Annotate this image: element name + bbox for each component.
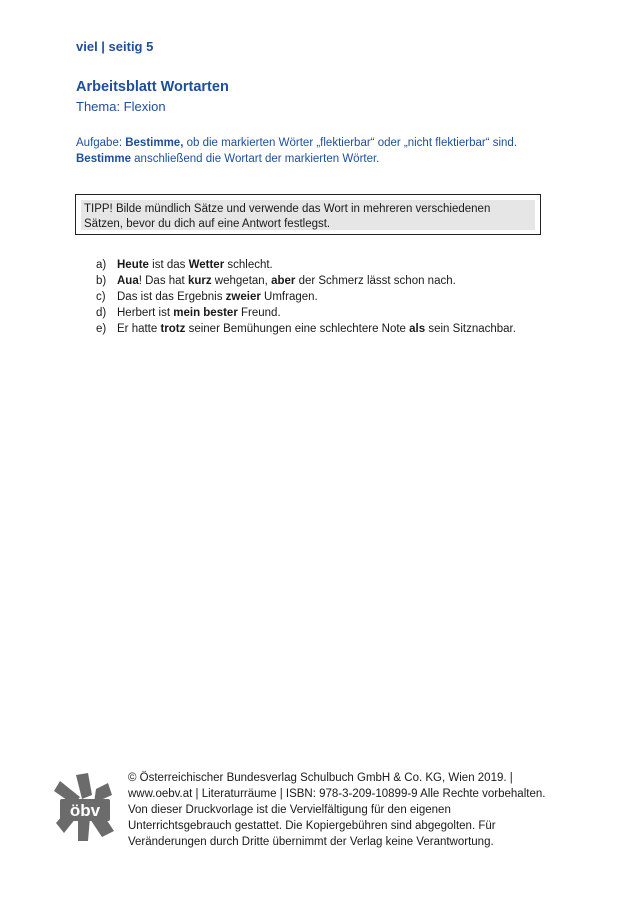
sentence-text [117,273,456,289]
sentence-item [96,289,516,305]
task-text-2: anschließend die Wortart der markierten Wörter. [130,153,380,165]
sentence-fragment: Freund. [237,307,281,319]
sentence-fragment: ist das [148,259,189,271]
highlighted-word: trotz [160,323,186,335]
oebv-logo-icon [52,773,116,841]
sentence-marker: e) [96,323,107,335]
sentence-fragment: der Schmerz lässt schon nach. [295,275,456,287]
highlighted-word: kurz [187,275,212,287]
sentence-fragment: seiner Bemühungen eine schlechtere Note [185,323,410,335]
tip-box [75,194,541,235]
sentence-fragment: schlecht. [224,259,273,271]
sentence-item [96,273,516,289]
task-verb-2: Bestimme [76,153,131,165]
sentence-marker: a) [96,259,107,271]
sentence-fragment: Umfragen. [260,291,318,303]
sentence-fragment: wehgetan, [211,275,272,287]
highlighted-word: Aua [117,275,139,287]
sentence-item [96,305,516,321]
page-header: viel | seitig 5 [76,39,154,54]
tip-text: TIPP! Bilde mündlich Sätze und verwende das Wort in mehreren verschiedenen Sätzen, bevor du dich auf eine Antwort festlegst. [81,200,535,230]
sentence-marker: d) [96,307,107,319]
highlighted-word: als [409,323,426,335]
sentence-marker: c) [96,291,106,303]
sentence-text [117,257,273,273]
sentence-list [96,257,516,337]
task-line-1 [76,135,576,151]
sentence-item [96,321,516,337]
sentence-marker: b) [96,275,107,287]
highlighted-word: zweier [225,291,261,303]
copyright-notice: © Österreichischer Bundesverlag Schulbuch GmbH & Co. KG, Wien 2019. | www.oebv.at | Literaturräume | ISBN: 978-3-209-10899-9 Alle Rechte vorbehalten. Von dieser Druckvorlage ist die Vervielfältigung für den eigenen Unterrichtsgebrauch gestattet. Die Kopiergebühren sind abgegolten. Für Veränderungen durch Dritte übernimmt der Verlag keine Verantwortung. [128,772,546,848]
worksheet-subtitle: Thema: Flexion [76,99,166,114]
task-text-1: ob die markierten Wörter „flektierbar“ oder „nicht flektierbar“ sind. [183,137,518,149]
sentence-text [117,289,318,305]
sentence-fragment: Herbert ist [117,307,174,319]
sentence-text [117,305,281,321]
worksheet-title: Arbeitsblatt Wortarten [76,79,229,95]
highlighted-word: mein bester [173,307,238,319]
highlighted-word: Wetter [188,259,225,271]
task-prefix: Aufgabe: [76,137,126,149]
highlighted-word: aber [271,275,296,287]
sentence-fragment: Das ist das Ergebnis [117,291,226,303]
sentence-fragment: Er hatte [117,323,161,335]
sentence-fragment: ! Das hat [138,275,188,287]
sentence-text [117,321,516,337]
task-instructions [76,135,576,167]
highlighted-word: Heute [117,259,149,271]
sentence-item [96,257,516,273]
task-verb-1: Bestimme, [125,137,184,149]
sentence-fragment: sein Sitznachbar. [425,323,516,335]
task-line-2 [76,151,576,167]
logo-text: öbv [69,801,101,820]
